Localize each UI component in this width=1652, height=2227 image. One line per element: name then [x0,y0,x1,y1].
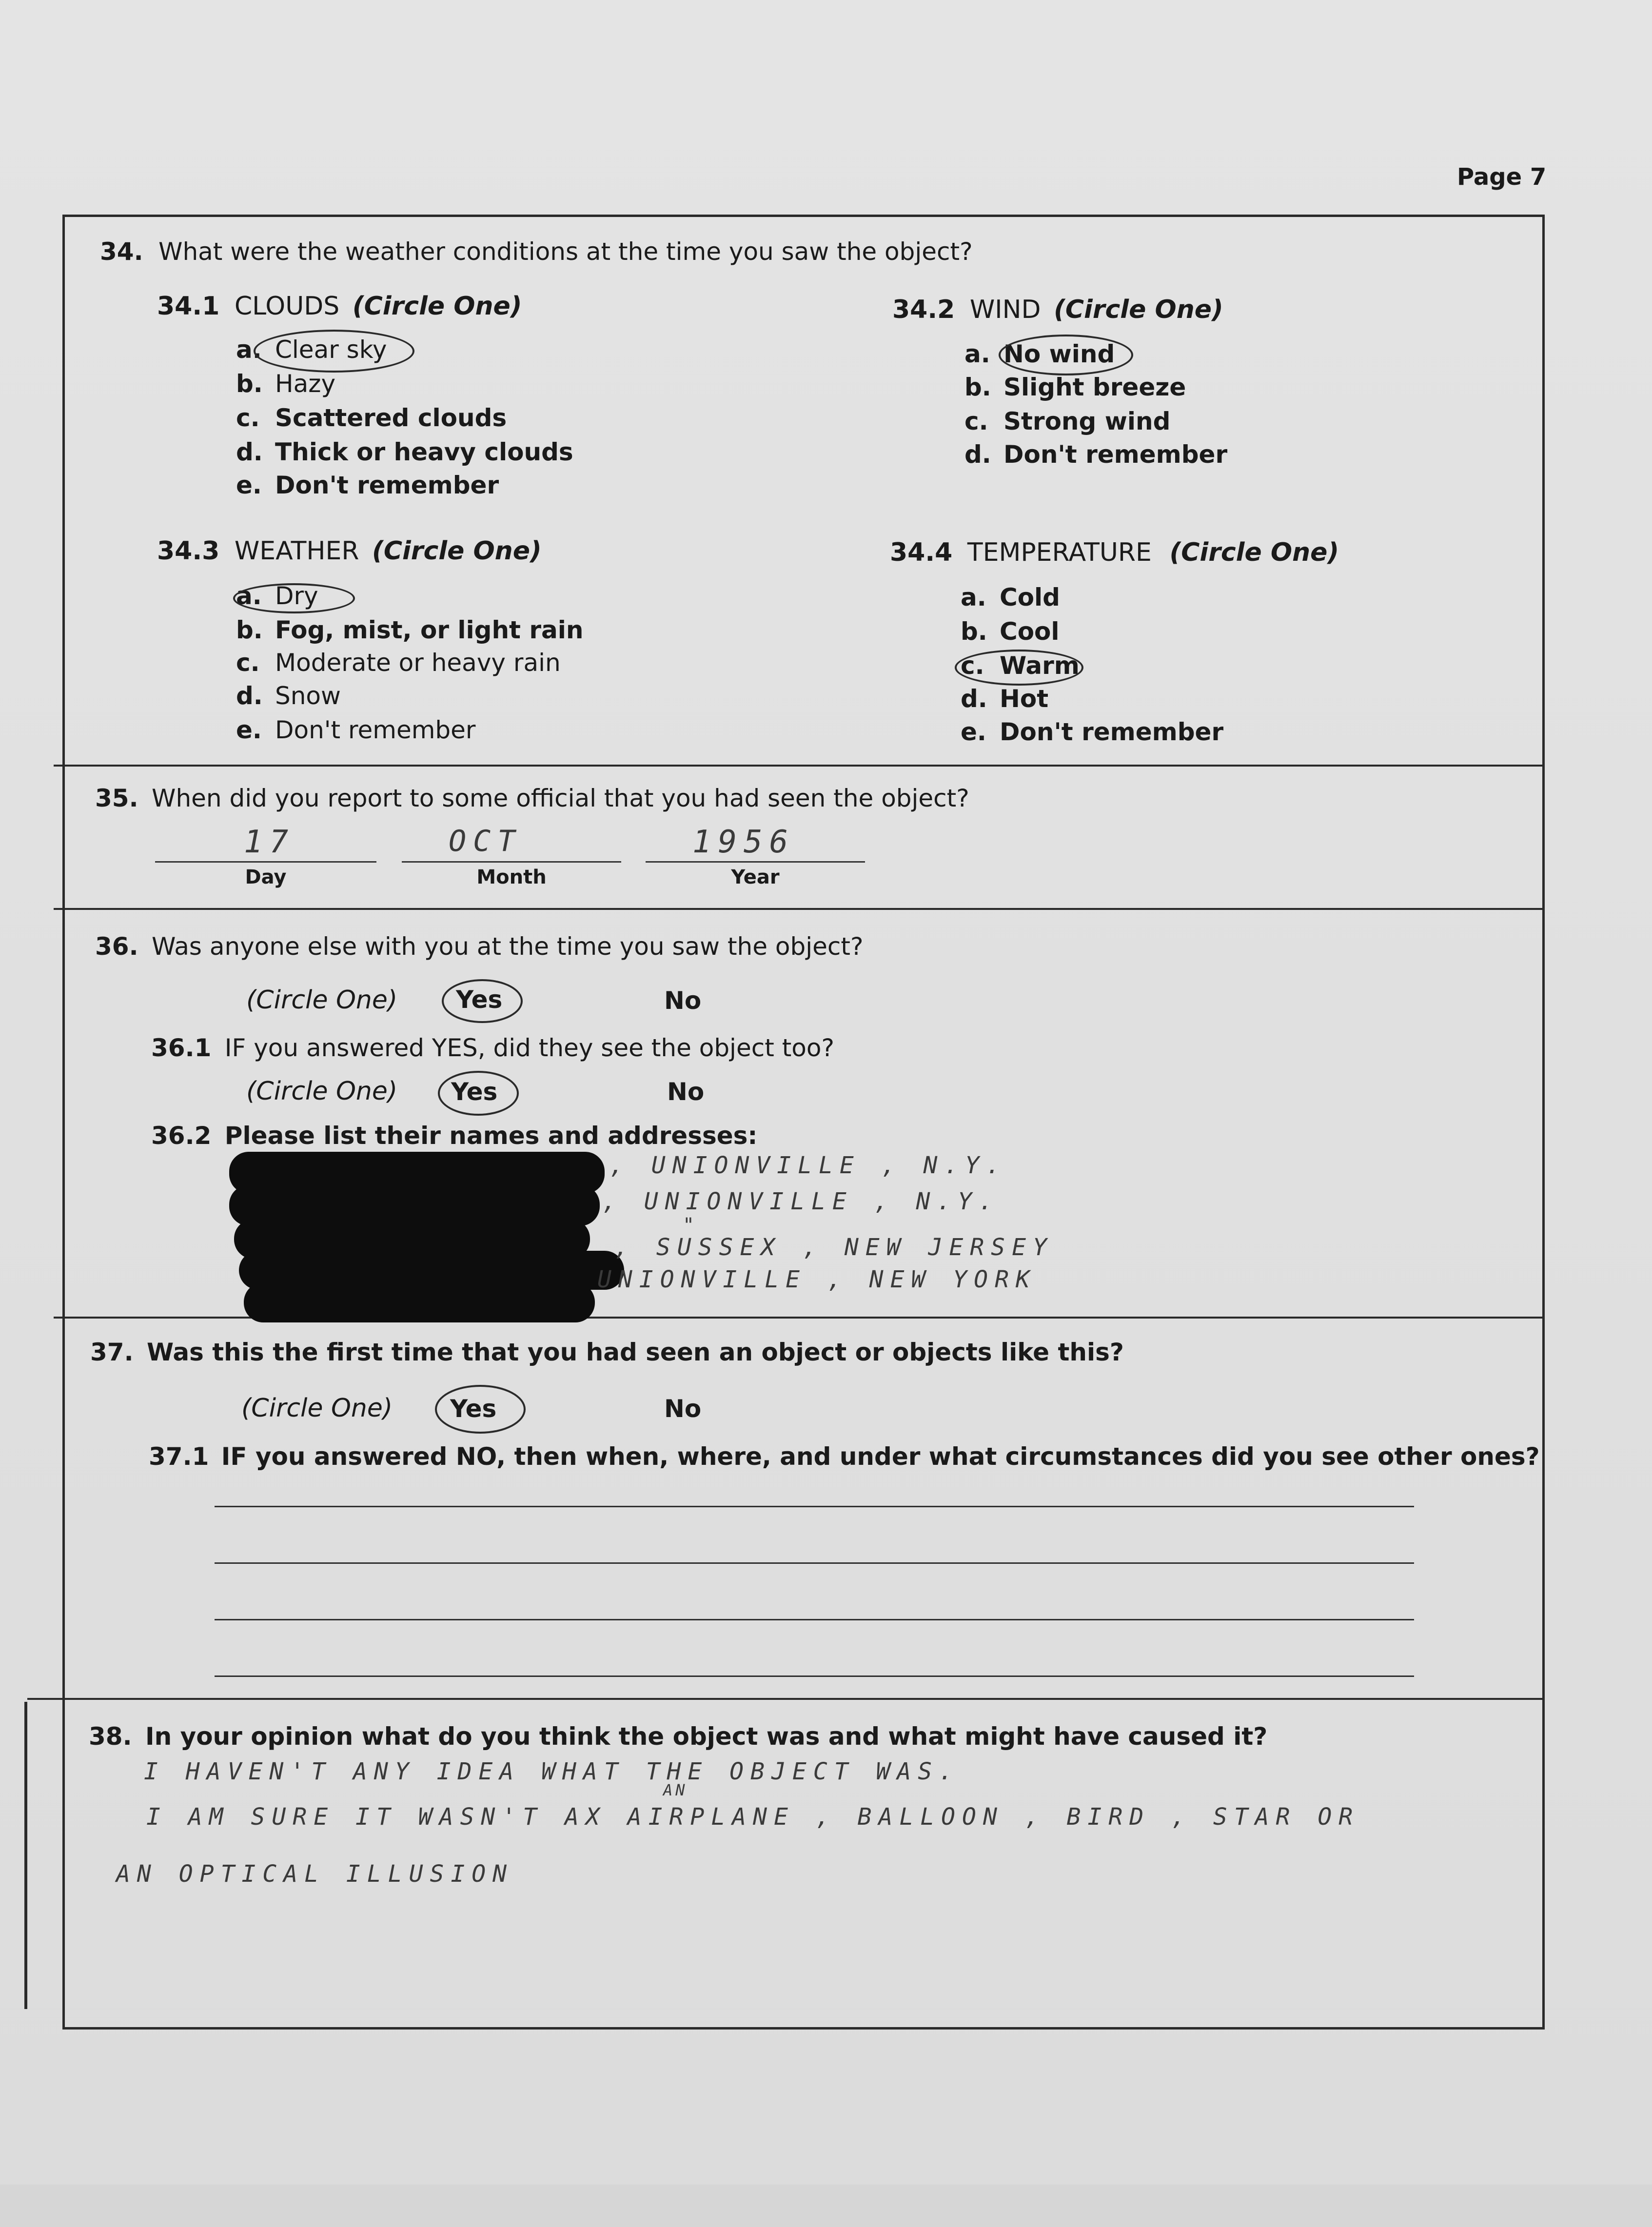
option-letter: c. [236,404,260,432]
question-35-text: When did you report to some official that you had seen the object? [152,784,969,812]
wind-heading [892,295,1223,324]
option-letter: a. [964,340,990,368]
question-38-number: 38. [89,1722,132,1751]
option-letter: e. [961,718,986,746]
question-37 [90,1338,1124,1366]
option-letter: b. [961,617,987,646]
temperature-answer-circle [955,650,1083,686]
q37-answer-line-1[interactable] [215,1506,1414,1507]
question-34-number: 34. [100,237,143,266]
q36-1-yes-circle [438,1071,519,1116]
option-text: Thick or heavy clouds [275,438,573,466]
question-35 [95,784,969,812]
clouds-answer-circle [254,330,414,373]
option-text: Cool [1000,617,1060,646]
q37-circle-note: (Circle One) [241,1394,393,1423]
clouds-note: (Circle One) [352,292,522,321]
page-number: Page 7 [1457,163,1547,191]
q37-answer-line-4[interactable] [215,1675,1414,1677]
month-label: Month [476,866,547,888]
clouds-title: CLOUDS [234,292,340,321]
option-text: Strong wind [1003,407,1171,435]
question-37-number: 37. [90,1338,134,1366]
wind-option-b[interactable] [964,373,1186,401]
option-letter: a. [236,582,262,610]
option-text: Snow [275,682,341,710]
q36-yes-circle [442,979,523,1023]
temperature-number: 34.4 [890,538,953,567]
question-36-1-number: 36.1 [151,1034,212,1062]
month-line [402,861,621,863]
option-letter: b. [236,616,263,644]
option-letter: b. [964,373,991,401]
wind-number: 34.2 [892,295,955,324]
option-letter: d. [961,685,987,713]
clouds-option-b[interactable] [236,370,335,398]
option-text: Slight breeze [1003,373,1186,401]
temperature-option-d[interactable] [961,685,1048,713]
report-day-value[interactable]: 17 [244,824,295,860]
q36-1-yes-option[interactable]: Yes [451,1078,498,1106]
q38-answer-line-3[interactable]: AN OPTICAL ILLUSION [116,1860,514,1888]
wind-answer-circle [999,335,1133,375]
clouds-option-c[interactable] [236,404,507,432]
option-letter: c. [236,649,260,677]
redacted-name-5 [244,1282,595,1322]
address-2: , UNIONVILLE , N.Y. [602,1188,1000,1215]
question-36-1-text: IF you answered YES, did they see the object too? [224,1034,835,1062]
question-36-2-number: 36.2 [151,1122,212,1150]
option-letter: c. [961,651,984,680]
option-text: Hot [1000,685,1049,713]
option-letter: d. [236,682,263,710]
q36-1-no-option[interactable]: No [667,1078,705,1106]
temperature-title: TEMPERATURE [967,538,1152,567]
weather-option-b[interactable] [236,616,584,644]
q37-yes-option[interactable]: Yes [450,1395,497,1423]
option-text: Dry [275,582,318,610]
q38-answer-line-2[interactable]: I AM SURE IT WASN'T AX AIRPLANE , BALLOON , BIRD , STAR OR [146,1803,1360,1831]
weather-option-c[interactable] [236,649,561,677]
option-text: Don't remember [1000,718,1224,746]
weather-answer-circle [233,583,355,613]
weather-option-e[interactable] [236,716,475,744]
divider-34-35 [54,765,1545,767]
temperature-option-b[interactable] [961,617,1060,646]
question-37-1-number: 37.1 [149,1442,209,1471]
option-letter: a. [961,583,986,611]
question-38-text: In your opinion what do you think the object was and what might have caused it? [145,1722,1268,1751]
question-36-2 [151,1122,757,1150]
temperature-heading [890,538,1339,567]
question-34-text: What were the weather conditions at the time you saw the object? [158,237,973,266]
clouds-option-e[interactable] [236,471,499,499]
q37-answer-line-2[interactable] [215,1562,1414,1564]
temperature-option-a[interactable] [961,583,1060,611]
address-ditto: " [683,1214,702,1237]
report-year-value[interactable]: 1956 [692,824,795,860]
address-4: UNIONVILLE , NEW YORK [597,1266,1037,1293]
q36-1-circle-note: (Circle One) [246,1077,398,1106]
question-37-text: Was this the first time that you had seen an object or objects like this? [147,1338,1124,1366]
weather-note: (Circle One) [372,536,542,566]
option-letter: d. [964,440,991,469]
q37-yes-circle [435,1385,526,1434]
option-text: Clear sky [275,335,387,364]
address-1: , UNIONVILLE , N.Y. [610,1152,1007,1179]
report-month-value[interactable]: OCT [449,824,522,858]
option-text: Cold [1000,583,1060,611]
question-37-1 [149,1442,1540,1471]
q38-answer-line-1[interactable]: I HAVEN'T ANY IDEA WHAT THE OBJECT WAS. [144,1758,960,1785]
weather-title: WEATHER [234,536,359,566]
option-text: Don't remember [1003,440,1228,469]
weather-heading [157,536,542,566]
q36-circle-note: (Circle One) [246,985,398,1015]
clouds-option-d[interactable] [236,438,573,466]
option-letter: e. [236,716,262,744]
option-text: Warm [1000,651,1080,680]
frame-edge [24,1702,27,2009]
option-text: Moderate or heavy rain [275,649,561,677]
option-letter: e. [236,471,262,499]
year-label: Year [731,866,780,888]
option-letter: c. [964,407,988,435]
clouds-number: 34.1 [157,292,220,321]
option-text: Don't remember [275,471,499,499]
weather-option-d[interactable] [236,682,341,710]
option-text: No wind [1003,340,1115,368]
q37-answer-line-3[interactable] [215,1619,1414,1620]
temperature-option-e[interactable] [961,718,1223,746]
option-text: Hazy [275,370,336,398]
divider-37-38 [27,1698,1545,1700]
clouds-heading [157,292,522,321]
wind-note: (Circle One) [1054,295,1223,324]
option-letter: d. [236,438,263,466]
temperature-note: (Circle One) [1169,538,1339,567]
weather-number: 34.3 [157,536,220,566]
option-text: Scattered clouds [275,404,507,432]
option-text: Don't remember [275,716,476,744]
day-label: Day [245,866,287,888]
option-letter: b. [236,370,263,398]
question-34 [100,237,973,266]
q36-no-option[interactable]: No [664,986,702,1015]
divider-35-36 [54,908,1545,910]
option-text: Fog, mist, or light rain [275,616,584,644]
day-line [155,861,376,863]
q37-no-option[interactable]: No [664,1395,702,1423]
question-36-1 [151,1034,834,1062]
q36-yes-option[interactable]: Yes [456,985,503,1014]
question-36 [95,932,864,961]
question-35-number: 35. [95,784,138,812]
wind-option-d[interactable] [964,440,1227,469]
wind-title: WIND [969,295,1041,324]
wind-option-c[interactable] [964,407,1170,435]
question-36-2-text: Please list their names and addresses: [224,1122,758,1150]
question-38 [89,1722,1267,1751]
option-letter: a. [236,335,262,364]
question-36-number: 36. [95,932,138,961]
question-37-1-text: IF you answered NO, then when, where, and under what circumstances did you see other ones? [221,1442,1540,1471]
year-line [646,861,865,863]
question-36-text: Was anyone else with you at the time you saw the object? [152,932,864,961]
address-3: , SUSSEX , NEW JERSEY [614,1234,1054,1261]
q38-answer-insert: AN [663,1781,688,1799]
